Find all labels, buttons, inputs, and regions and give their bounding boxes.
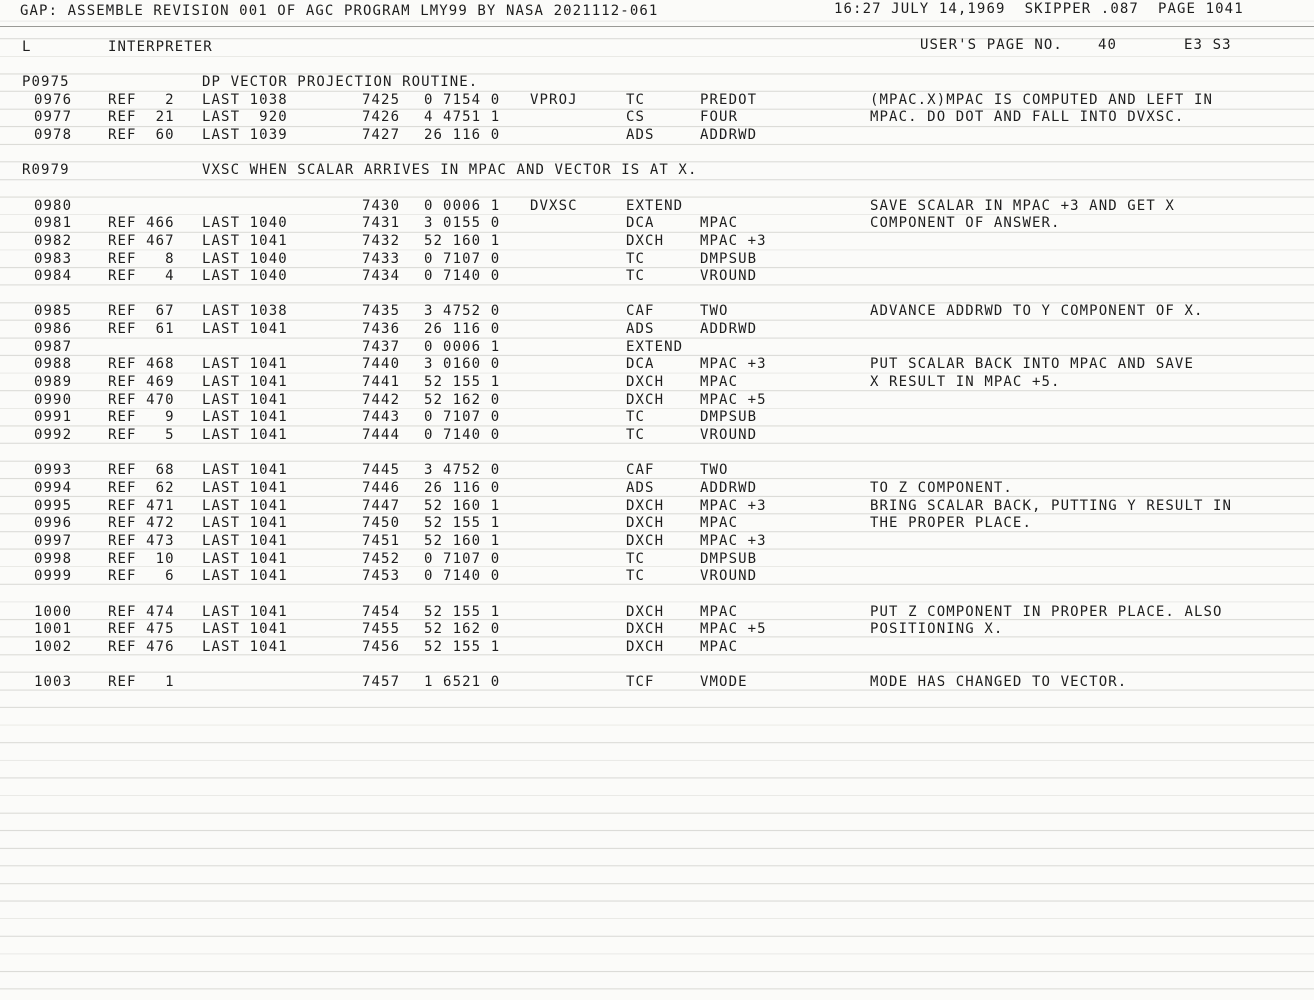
page-header-left: GAP: ASSEMBLE REVISION 001 OF AGC PROGRAM LMY99 BY NASA 2021112-061: [20, 3, 659, 19]
ref-field: REF 62: [108, 479, 175, 496]
listing-row: [0, 303, 1314, 319]
address-field: 7456: [362, 638, 401, 655]
operand: DMPSUB: [700, 550, 758, 567]
listing-row: [0, 198, 1314, 214]
address-field: 7457: [362, 674, 401, 691]
opcode: CAF: [626, 462, 655, 479]
opcode: EXTEND: [626, 338, 684, 355]
comment: (MPAC.X)MPAC IS COMPUTED AND LEFT IN: [870, 91, 1214, 108]
line-number: 0991: [34, 409, 73, 426]
line-number: 0986: [34, 321, 73, 338]
opcode: TC: [626, 427, 646, 443]
octal-code: 0 7107 0: [424, 550, 501, 567]
listing-row: [0, 568, 1314, 584]
octal-code: 1 6521 0: [424, 674, 501, 691]
octal-code: 52 162 0: [424, 391, 501, 408]
listing-row: [0, 462, 1314, 478]
address-field: 7437: [362, 338, 401, 355]
address-field: 7425: [362, 91, 401, 108]
ref-field: REF 4: [108, 268, 175, 285]
opcode: TC: [626, 568, 646, 585]
operand: VMODE: [700, 674, 748, 691]
line-number: 0983: [34, 250, 73, 267]
listing-row: [0, 639, 1314, 655]
operand: MPAC: [700, 603, 739, 620]
ref-field: REF 61: [108, 321, 175, 338]
operand: MPAC: [700, 215, 739, 232]
line-number: 0994: [34, 479, 73, 496]
ref-field: REF 471: [108, 497, 175, 514]
opcode: TCF: [626, 674, 655, 691]
users-page-number: 40: [1098, 37, 1118, 53]
last-field: LAST 1040: [202, 250, 288, 267]
listing-row: [0, 427, 1314, 443]
opcode: DXCH: [626, 374, 665, 391]
address-field: 7451: [362, 532, 401, 549]
last-field: LAST 920: [202, 109, 288, 126]
listing-row: [0, 109, 1314, 125]
octal-code: 0 7154 0: [424, 91, 501, 108]
octal-code: 52 160 1: [424, 497, 501, 514]
listing-type-code: L: [22, 39, 32, 55]
address-field: 7430: [362, 197, 401, 214]
line-number: 0988: [34, 356, 73, 373]
last-field: LAST 1041: [202, 356, 288, 373]
ref-field: REF 9: [108, 409, 175, 426]
address-field: 7431: [362, 215, 401, 232]
ref-field: REF 473: [108, 532, 175, 549]
ref-field: REF 2: [108, 91, 175, 108]
line-number: 0997: [34, 532, 73, 549]
comment: BRING SCALAR BACK, PUTTING Y RESULT IN: [870, 497, 1233, 514]
last-field: LAST 1041: [202, 550, 288, 567]
opcode: DXCH: [626, 232, 665, 249]
line-number: 0980: [34, 197, 73, 214]
address-field: 7446: [362, 479, 401, 496]
listing-row: [0, 339, 1314, 355]
octal-code: 0 7140 0: [424, 568, 501, 585]
octal-code: 3 4752 0: [424, 303, 501, 320]
last-field: LAST 1040: [202, 215, 288, 232]
octal-code: 0 7107 0: [424, 250, 501, 267]
octal-code: 3 0155 0: [424, 215, 501, 232]
line-number: 1002: [34, 638, 73, 655]
address-field: 7440: [362, 356, 401, 373]
octal-code: 3 4752 0: [424, 462, 501, 479]
operand: MPAC +3: [700, 532, 767, 549]
operand: MPAC +3: [700, 497, 767, 514]
operand: ADDRWD: [700, 479, 758, 496]
listing-row: [0, 515, 1314, 531]
listing-row: [0, 356, 1314, 372]
address-field: 7427: [362, 126, 401, 143]
ref-field: REF 466: [108, 215, 175, 232]
octal-code: 52 155 1: [424, 515, 501, 532]
octal-code: 3 0160 0: [424, 356, 501, 373]
line-number: 0995: [34, 497, 73, 514]
address-field: 7432: [362, 232, 401, 249]
symbol-label: VPROJ: [530, 91, 578, 108]
operand: TWO: [700, 303, 729, 320]
line-number: 0999: [34, 568, 73, 585]
opcode: DXCH: [626, 391, 665, 408]
line-number: 0978: [34, 126, 73, 143]
line-number: 1003: [34, 674, 73, 691]
listing-row: [0, 127, 1314, 143]
address-field: 7453: [362, 568, 401, 585]
octal-code: 52 160 1: [424, 232, 501, 249]
operand: MPAC: [700, 638, 739, 655]
listing-row: [0, 215, 1314, 231]
heading-text: DP VECTOR PROJECTION ROUTINE.: [202, 74, 479, 90]
listing-row: [0, 621, 1314, 637]
last-field: LAST 1041: [202, 603, 288, 620]
ref-field: REF 5: [108, 427, 175, 443]
operand: VROUND: [700, 427, 758, 443]
opcode: TC: [626, 409, 646, 426]
listing-row: [0, 374, 1314, 390]
line-number: 0984: [34, 268, 73, 285]
octal-code: 0 7107 0: [424, 409, 501, 426]
octal-code: 0 0006 1: [424, 338, 501, 355]
opcode: DXCH: [626, 621, 665, 638]
line-number: 0996: [34, 515, 73, 532]
line-number: 0985: [34, 303, 73, 320]
line-number: 0987: [34, 338, 73, 355]
address-field: 7435: [362, 303, 401, 320]
line-number: 0990: [34, 391, 73, 408]
opcode: ADS: [626, 479, 655, 496]
listing-row: [0, 674, 1314, 690]
line-number: 0981: [34, 215, 73, 232]
address-field: 7442: [362, 391, 401, 408]
header-rule: [0, 26, 1314, 27]
ref-field: REF 67: [108, 303, 175, 320]
comment: X RESULT IN MPAC +5.: [870, 374, 1061, 391]
comment: THE PROPER PLACE.: [870, 515, 1032, 532]
opcode: TC: [626, 550, 646, 567]
opcode: DXCH: [626, 603, 665, 620]
operand: MPAC +5: [700, 621, 767, 638]
opcode: DCA: [626, 215, 655, 232]
address-field: 7433: [362, 250, 401, 267]
line-number: 0982: [34, 232, 73, 249]
listing-row: [0, 533, 1314, 549]
operand: VROUND: [700, 268, 758, 285]
last-field: LAST 1041: [202, 497, 288, 514]
opcode: ADS: [626, 321, 655, 338]
ref-field: REF 468: [108, 356, 175, 373]
last-field: LAST 1041: [202, 391, 288, 408]
last-field: LAST 1038: [202, 91, 288, 108]
page-header-right: 16:27 JULY 14,1969 SKIPPER .087 PAGE 1041: [834, 1, 1244, 17]
octal-code: 4 4751 1: [424, 109, 501, 126]
ref-field: REF 21: [108, 109, 175, 126]
line-number: 0976: [34, 91, 73, 108]
operand: ADDRWD: [700, 126, 758, 143]
comment: MODE HAS CHANGED TO VECTOR.: [870, 674, 1128, 691]
octal-code: 52 155 1: [424, 638, 501, 655]
opcode: EXTEND: [626, 197, 684, 214]
ref-field: REF 475: [108, 621, 175, 638]
address-field: 7443: [362, 409, 401, 426]
last-field: LAST 1041: [202, 374, 288, 391]
address-field: 7452: [362, 550, 401, 567]
line-number: 1000: [34, 603, 73, 620]
last-field: LAST 1041: [202, 427, 288, 443]
octal-code: 0 7140 0: [424, 427, 501, 443]
operand: DMPSUB: [700, 409, 758, 426]
opcode: CS: [626, 109, 646, 126]
operand: DMPSUB: [700, 250, 758, 267]
ref-field: REF 60: [108, 126, 175, 143]
operand: TWO: [700, 462, 729, 479]
comment: MPAC. DO DOT AND FALL INTO DVXSC.: [870, 109, 1185, 126]
line-number: 0977: [34, 109, 73, 126]
opcode: DXCH: [626, 515, 665, 532]
listing-row: [0, 498, 1314, 514]
line-number: 1001: [34, 621, 73, 638]
opcode: DXCH: [626, 532, 665, 549]
listing-row: [0, 409, 1314, 425]
address-field: 7445: [362, 462, 401, 479]
listing-row: [0, 551, 1314, 567]
operand: MPAC: [700, 515, 739, 532]
octal-code: 52 162 0: [424, 621, 501, 638]
address-field: 7426: [362, 109, 401, 126]
comment: PUT SCALAR BACK INTO MPAC AND SAVE: [870, 356, 1194, 373]
last-field: LAST 1038: [202, 303, 288, 320]
listing-heading: [0, 162, 1314, 178]
ref-field: REF 467: [108, 232, 175, 249]
section-title: INTERPRETER: [108, 39, 213, 55]
last-field: LAST 1041: [202, 409, 288, 426]
octal-code: 52 155 1: [424, 374, 501, 391]
line-number: 0989: [34, 374, 73, 391]
comment: POSITIONING X.: [870, 621, 1004, 638]
address-field: 7455: [362, 621, 401, 638]
listing-heading: [0, 74, 1314, 90]
address-field: 7434: [362, 268, 401, 285]
operand: MPAC +3: [700, 356, 767, 373]
last-field: LAST 1039: [202, 126, 288, 143]
octal-code: 0 7140 0: [424, 268, 501, 285]
ref-field: REF 476: [108, 638, 175, 655]
line-number: P0975: [22, 74, 70, 90]
octal-code: 26 116 0: [424, 321, 501, 338]
ref-field: REF 1: [108, 674, 175, 691]
octal-code: 26 116 0: [424, 479, 501, 496]
comment: ADVANCE ADDRWD TO Y COMPONENT OF X.: [870, 303, 1204, 320]
page-codes: E3 S3: [1184, 37, 1232, 53]
listing-row: [0, 480, 1314, 496]
last-field: LAST 1041: [202, 479, 288, 496]
operand: ADDRWD: [700, 321, 758, 338]
operand: MPAC +5: [700, 391, 767, 408]
comment: SAVE SCALAR IN MPAC +3 AND GET X: [870, 197, 1175, 214]
ref-field: REF 8: [108, 250, 175, 267]
line-number: R0979: [22, 162, 70, 179]
octal-code: 52 160 1: [424, 532, 501, 549]
listing-row: [0, 268, 1314, 284]
last-field: LAST 1041: [202, 568, 288, 585]
last-field: LAST 1041: [202, 515, 288, 532]
comment: TO Z COMPONENT.: [870, 479, 1013, 496]
ref-field: REF 469: [108, 374, 175, 391]
opcode: TC: [626, 91, 646, 108]
operand: VROUND: [700, 568, 758, 585]
opcode: TC: [626, 268, 646, 285]
line-number: 0998: [34, 550, 73, 567]
heading-text: VXSC WHEN SCALAR ARRIVES IN MPAC AND VECTOR IS AT X.: [202, 162, 698, 179]
listing-row: [0, 604, 1314, 620]
address-field: 7447: [362, 497, 401, 514]
opcode: DCA: [626, 356, 655, 373]
line-number: 0992: [34, 427, 73, 443]
last-field: LAST 1041: [202, 532, 288, 549]
last-field: LAST 1040: [202, 268, 288, 285]
last-field: LAST 1041: [202, 621, 288, 638]
ref-field: REF 470: [108, 391, 175, 408]
address-field: 7436: [362, 321, 401, 338]
ref-field: REF 474: [108, 603, 175, 620]
comment: COMPONENT OF ANSWER.: [870, 215, 1061, 232]
octal-code: 52 155 1: [424, 603, 501, 620]
opcode: ADS: [626, 126, 655, 143]
listing-row: [0, 92, 1314, 108]
listing-row: [0, 251, 1314, 267]
address-field: 7454: [362, 603, 401, 620]
line-number: 0993: [34, 462, 73, 479]
listing-row: [0, 321, 1314, 337]
listing-row: [0, 392, 1314, 408]
last-field: LAST 1041: [202, 321, 288, 338]
last-field: LAST 1041: [202, 462, 288, 479]
operand: MPAC +3: [700, 232, 767, 249]
octal-code: 0 0006 1: [424, 197, 501, 214]
opcode: DXCH: [626, 497, 665, 514]
operand: MPAC: [700, 374, 739, 391]
symbol-label: DVXSC: [530, 197, 578, 214]
ref-field: REF 68: [108, 462, 175, 479]
ref-field: REF 10: [108, 550, 175, 567]
comment: PUT Z COMPONENT IN PROPER PLACE. ALSO: [870, 603, 1223, 620]
octal-code: 26 116 0: [424, 126, 501, 143]
operand: FOUR: [700, 109, 739, 126]
opcode: DXCH: [626, 638, 665, 655]
users-page-label: USER'S PAGE NO.: [920, 37, 1063, 53]
address-field: 7450: [362, 515, 401, 532]
opcode: TC: [626, 250, 646, 267]
operand: PREDOT: [700, 91, 758, 108]
opcode: CAF: [626, 303, 655, 320]
last-field: LAST 1041: [202, 638, 288, 655]
ref-field: REF 472: [108, 515, 175, 532]
address-field: 7441: [362, 374, 401, 391]
ref-field: REF 6: [108, 568, 175, 585]
last-field: LAST 1041: [202, 232, 288, 249]
address-field: 7444: [362, 427, 401, 443]
listing-row: [0, 233, 1314, 249]
